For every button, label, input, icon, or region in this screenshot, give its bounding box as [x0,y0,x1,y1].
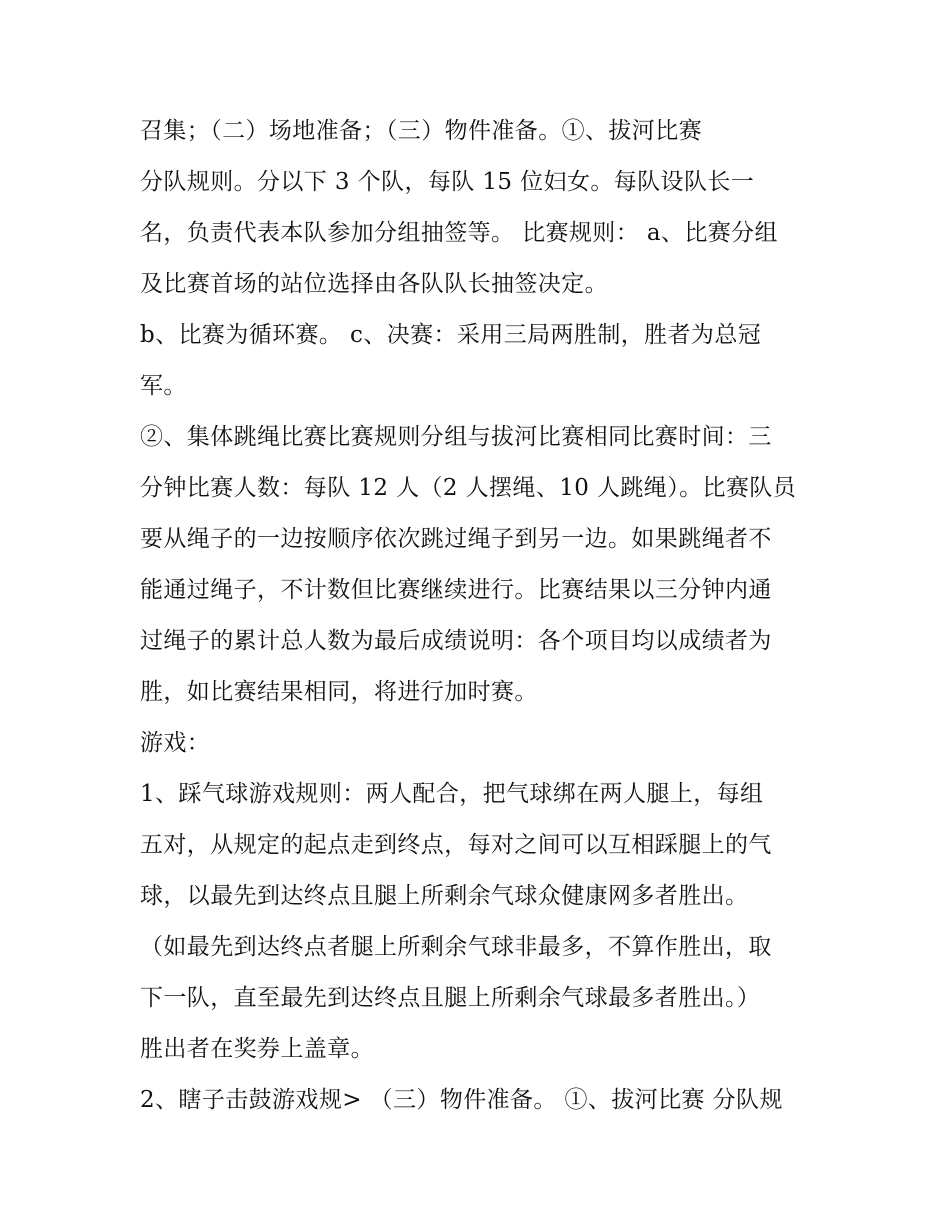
text-line: 胜，如比赛结果相同，将进行加时赛。 [140,679,538,705]
text-line: 分钟比赛人数：每队 12 人（2 人摆绳、10 人跳绳）。比赛队员 [140,475,797,501]
text-line: 五对，从规定的起点走到终点，每对之间可以互相踩腿上的气 [140,832,772,858]
text-line: 能通过绳子，不计数但比赛继续进行。比赛结果以三分钟内通 [140,577,772,603]
text-line: b、比赛为循环赛。 c、决赛：采用三局两胜制，胜者为总冠 [140,322,762,348]
text-line: 名，负责代表本队参加分组抽签等。 比赛规则： a、比赛分组 [140,220,778,246]
text-line: ②、集体跳绳比赛比赛规则分组与拔河比赛相同比赛时间：三 [140,424,772,450]
text-line: 2、瞎子击鼓游戏规> （三）物件准备。 ①、拔河比赛 分队规 [140,1087,783,1113]
text-line: 要从绳子的一边按顺序依次跳过绳子到另一边。如果跳绳者不 [140,526,772,552]
text-line: 分队规则。分以下 3 个队，每队 15 位妇女。每队设队长一 [140,169,755,195]
text-line: 及比赛首场的站位选择由各队队长抽签决定。 [140,271,608,297]
text-line: 下一队，直至最先到达终点且腿上所剩余气球最多者胜出。） [140,985,761,1011]
text-line: 过绳子的累计总人数为最后成绩说明：各个项目均以成绩者为 [140,628,772,654]
text-line: 1、踩气球游戏规则：两人配合，把气球绑在两人腿上，每组 [140,781,764,807]
section-heading: 游戏： [140,730,211,756]
text-line: 召集；（二）场地准备；（三）物件准备。①、拔河比赛 [140,118,702,144]
text-line: 军。 [140,373,187,399]
text-line: （如最先到达终点者腿上所剩余气球非最多，不算作胜出，取 [140,934,772,960]
document-body [140,106,820,1126]
text-line: 球，以最先到达终点且腿上所剩余气球众健康网多者胜出。 [140,883,749,909]
text-line: 胜出者在奖券上盖章。 [140,1036,374,1062]
